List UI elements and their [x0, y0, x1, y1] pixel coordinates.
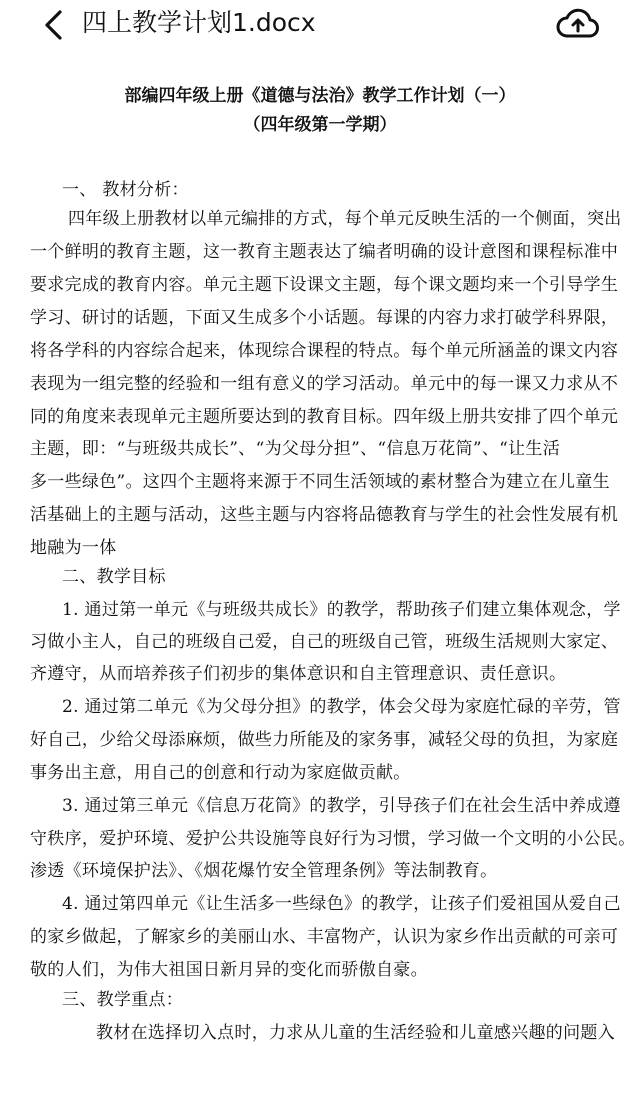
paragraph-line: 3. 通过第三单元《信息万花筒》的教学，引导孩子们在社会生活中养成遵: [62, 796, 621, 816]
paragraph-line: 教材在选择切入点时，力求从儿童的生活经验和儿童感兴趣的问题入: [96, 1023, 615, 1043]
paragraph-line: 渗透《环境保护法》、《烟花爆竹安全管理条例》等法制教育。: [30, 861, 498, 881]
paragraph-line: 地融为一体: [30, 538, 117, 558]
paragraph-line: 的家乡做起，了解家乡的美丽山水、丰富物产，认识为家乡作出贡献的可亲可: [30, 927, 619, 947]
paragraph-line: 习做小主人，自己的班级自己爱，自己的班级自己管，班级生活规则大家定、: [30, 632, 619, 652]
paragraph-line: 守秩序，爱护环境、爱护公共设施等良好行为习惯，学习做一个文明的小公民。: [30, 829, 636, 849]
cloud-upload-icon: [556, 5, 600, 41]
paragraph-line: 2. 通过第二单元《为父母分担》的教学，体会父母为家庭忙碌的辛劳，管: [62, 697, 621, 717]
paragraph-line: 多一些绿色”。这四个主题将来源于不同生活领域的素材整合为建立在儿童生: [30, 472, 610, 492]
paragraph-line: 四年级上册教材以单元编排的方式，每个单元反映生活的一个侧面，突出: [68, 209, 622, 229]
document-title: 四上教学计划1.docx: [82, 8, 316, 37]
section-heading: 二、教学目标: [62, 567, 166, 587]
top-bar: [0, 0, 640, 50]
paragraph-line: 将各学科的内容综合起来，体现综合课程的特点。每个单元所涵盖的课文内容: [30, 341, 619, 361]
paragraph-line: 敬的人们，为伟大祖国日新月异的变化而骄傲自豪。: [30, 960, 428, 980]
paragraph-line: 事务出主意，用自己的创意和行动为家庭做贡献。: [30, 763, 411, 783]
paragraph-line: 好自己，少给父母添麻烦，做些力所能及的家务事，减轻父母的负担，为家庭: [30, 730, 619, 750]
paragraph-line: 齐遵守，从而培养孩子们初步的集体意识和自主管理意识、责任意识。: [30, 664, 567, 684]
paragraph-line: 1. 通过第一单元《与班级共成长》的教学，帮助孩子们建立集体观念，学: [62, 600, 621, 620]
section-heading: 三、教学重点：: [62, 990, 184, 1010]
document-subheading: （四年级第一学期）: [243, 115, 397, 135]
paragraph-line: 要求完成的教育内容。单元主题下设课文主题，每个课文题均来一个引导学生: [30, 275, 619, 295]
paragraph-line: 活基础上的主题与活动，这些主题与内容将品德教育与学生的社会性发展有机: [30, 505, 619, 525]
paragraph-line: 学习、研讨的话题，下面又生成多个小话题。每课的内容力求打破学科界限，: [30, 308, 619, 328]
cloud-upload-button[interactable]: [556, 5, 600, 41]
paragraph-line: 4. 通过第四单元《让生活多一些绿色》的教学，让孩子们爱祖国从爱自己: [62, 894, 621, 914]
paragraph-line: 表现为一组完整的经验和一组有意义的学习活动。单元中的每一课又力求从不: [30, 374, 619, 394]
section-heading: 一、 教材分析：: [62, 180, 189, 200]
document-heading: 部编四年级上册《道德与法治》教学工作计划（一）: [124, 86, 516, 106]
paragraph-line: 一个鲜明的教育主题，这一教育主题表达了编者明确的设计意图和课程标准中: [30, 242, 619, 262]
back-button[interactable]: [38, 8, 72, 42]
chevron-left-icon: [38, 8, 72, 42]
paragraph-line: 同的角度来表现单元主题所要达到的教育目标。四年级上册共安排了四个单元: [30, 407, 619, 427]
paragraph-line: 主题，即：“与班级共成长”、“为父母分担”、“信息万花筒”、“让生活: [30, 439, 561, 459]
